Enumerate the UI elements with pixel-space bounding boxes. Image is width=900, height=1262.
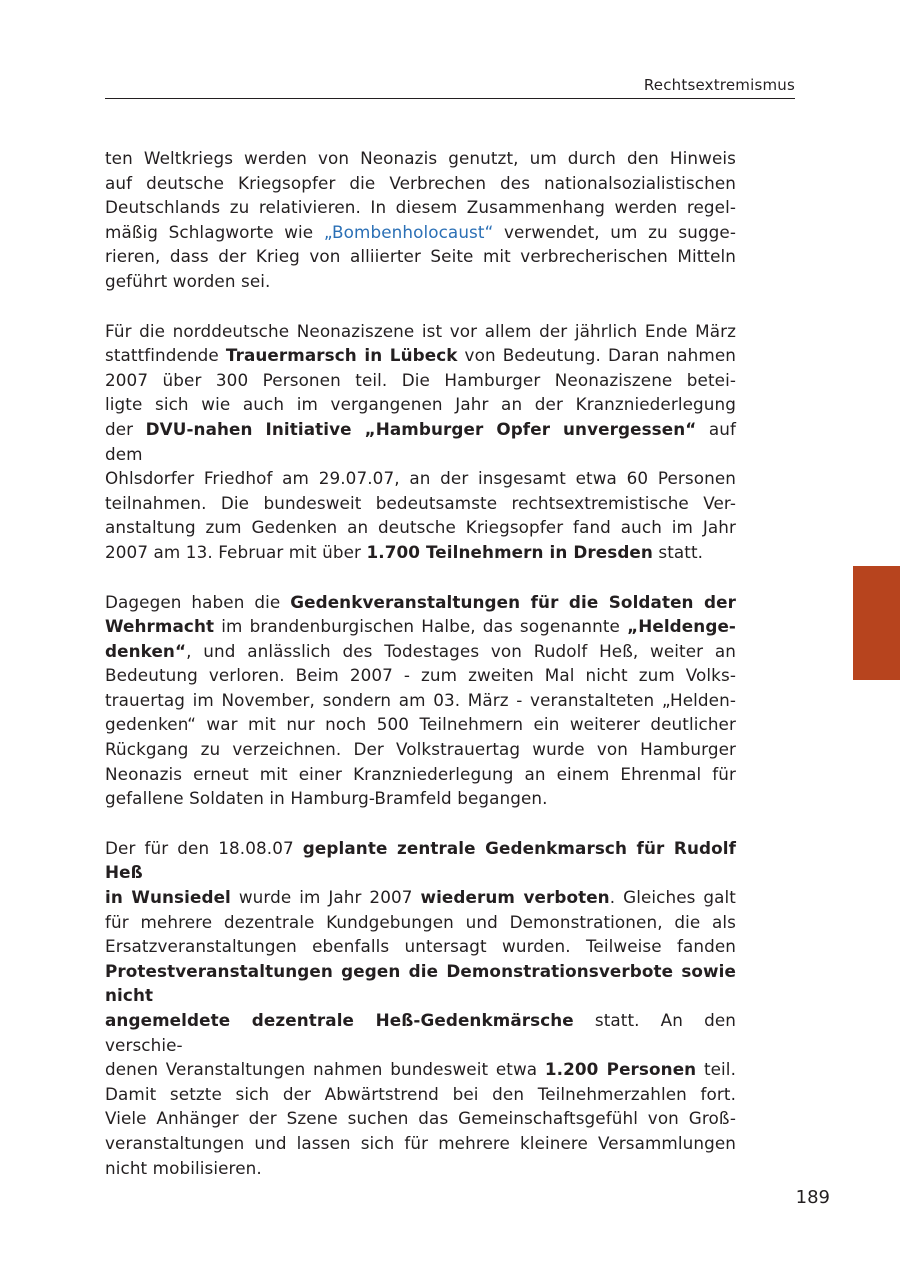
text-line [105,171,736,196]
text-run: statt. [652,541,704,562]
text-run: mäßig Schlagworte wie [105,221,324,242]
text-line [105,934,736,959]
body-text [105,146,736,1205]
bold-text: denken“ [105,640,187,661]
text-run: verwendet, um zu sugge- [493,221,736,242]
text-line [105,466,736,491]
bold-text: Protestveranstaltungen gegen die Demonstrationsverbote sowie nicht [105,960,736,1006]
text-run: Bedeutung verloren. Beim 2007 - zum zweiten Mal nicht zum Volks- [105,665,736,686]
bold-text: Wehrmacht [105,616,215,637]
text-line [105,368,736,393]
bold-text: DVU-nahen Initiative „Hamburger Opfer unvergessen“ [145,418,697,439]
bold-text: geplante zentrale Gedenkmarsch für Rudolf Heß [105,837,736,883]
text-line [105,1156,736,1181]
text-run: teilnahmen. Die bundesweit bedeutsamste rechtsextremistische Ver- [105,492,736,513]
text-run: . Gleiches galt [609,887,736,908]
text-run: Rückgang zu verzeichnen. Der Volkstrauertag wurde von Hamburger [105,739,736,760]
text-line [105,786,736,811]
text-run: Viele Anhänger der Szene suchen das Gemeinschaftsgefühl von Groß- [105,1108,736,1129]
text-line [105,146,736,171]
text-line [105,1057,736,1082]
bold-text: 1.700 Teilnehmern in Dresden [366,541,653,562]
text-run: Der für den 18.08.07 [105,837,303,858]
bold-text: Trauermarsch in Lübeck [225,345,458,366]
text-run: rieren, dass der Krieg von alliierter Seite mit verbrecherischen Mitteln [105,246,736,267]
bold-text: wiederum verboten [420,887,610,908]
text-line [105,195,736,220]
text-line [105,1082,736,1107]
paragraph [105,590,736,811]
text-run: geführt worden sei. [105,270,271,291]
text-run: auf dem [105,418,736,464]
text-run: für mehrere dezentrale Kundgebungen und Demonstrationen, die als [105,911,736,932]
paragraph [105,836,736,1180]
text-run: Deutschlands zu relativieren. In diesem Zusammenhang werden regel- [105,197,736,218]
text-run: ten Weltkriegs werden von Neonazis genutzt, um durch den Hinweis [105,148,736,168]
text-line [105,663,736,688]
bold-text: angemeldete dezentrale Heß-Gedenkmärsche [105,1010,574,1030]
text-run: im brandenburgischen Halbe, das sogenannte [214,616,628,637]
text-run: von Bedeutung. Daran nahmen [457,345,736,366]
text-run: ligte sich wie auch im vergangenen Jahr an der Kranzniederlegung [105,394,736,415]
text-line [105,343,736,368]
text-line [105,885,736,910]
text-run: Ohlsdorfer Friedhof am 29.07.07, an der insgesamt etwa 60 Personen [105,468,736,489]
text-run: 2007 über 300 Personen teil. Die Hamburger Neonaziszene betei- [105,369,736,390]
bold-text: 1.200 Personen [544,1059,697,1080]
text-line [105,712,736,737]
text-line [105,515,736,540]
text-run: teil. [696,1059,737,1080]
text-run: auf deutsche Kriegsopfer die Verbrechen des nationalsozialistischen [105,172,736,193]
text-line [105,959,736,1008]
text-run: Damit setzte sich der Abwärtstrend bei den Teilnehmerzahlen fort. [105,1083,736,1104]
text-line [105,491,736,516]
text-line [105,220,736,245]
text-run: Ersatzveranstaltungen ebenfalls untersagt wurden. Teilweise fanden [105,936,736,957]
text-run: wurde im Jahr 2007 [230,887,421,908]
text-run: trauertag im November, sondern am 03. März - veranstalteten „Helden- [105,689,736,710]
text-run: , und anlässlich des Todestages von Rudolf Heß, weiter an [186,640,736,661]
text-run: Dagegen haben die [105,591,291,612]
text-run: 2007 am 13. Februar mit über [105,541,367,562]
text-line [105,319,736,344]
text-line [105,1106,736,1131]
text-line [105,1131,736,1156]
header-rule [105,98,795,99]
text-line [105,737,736,762]
text-run: nicht mobilisieren. [105,1157,262,1178]
paragraph [105,146,736,294]
bold-text: „Heldenge- [627,616,736,637]
text-run: denen Veranstaltungen nahmen bundesweit etwa [105,1059,545,1080]
text-line [105,836,736,885]
text-line [105,614,736,639]
text-line [105,639,736,664]
chapter-thumb-tab [853,566,900,680]
text-run: gefallene Soldaten in Hamburg-Bramfeld begangen. [105,788,548,809]
text-line [105,244,736,269]
text-line [105,392,736,417]
bold-text: Gedenkveranstaltungen für die Soldaten der [290,591,736,612]
inline-link[interactable]: „Bombenholocaust“ [323,221,494,242]
text-run: Für die norddeutsche Neonaziszene ist vor allem der jährlich Ende März [105,320,736,341]
text-run: gedenken“ war mit nur noch 500 Teilnehmern ein weiterer deutlicher [105,714,736,735]
text-run: Neonazis erneut mit einer Kranzniederlegung an einem Ehrenmal für [105,763,736,784]
page-number: 189 [795,1187,830,1208]
text-run: veranstaltungen und lassen sich für mehrere kleinere Versammlungen [105,1132,736,1153]
text-line [105,910,736,935]
text-line [105,269,736,294]
text-run: der [105,418,146,439]
bold-text: in Wunsiedel [105,887,231,908]
text-run: statt. An den verschie- [105,1010,736,1055]
text-line [105,417,736,466]
text-run: anstaltung zum Gedenken an deutsche Kriegsopfer fand auch im Jahr [105,517,736,538]
paragraph [105,319,736,565]
text-line [105,540,736,565]
text-line [105,590,736,615]
text-line [105,688,736,713]
text-run: stattfindende [105,345,226,366]
text-line [105,762,736,787]
text-line [105,1008,736,1057]
running-header: Rechtsextremismus [643,76,795,94]
